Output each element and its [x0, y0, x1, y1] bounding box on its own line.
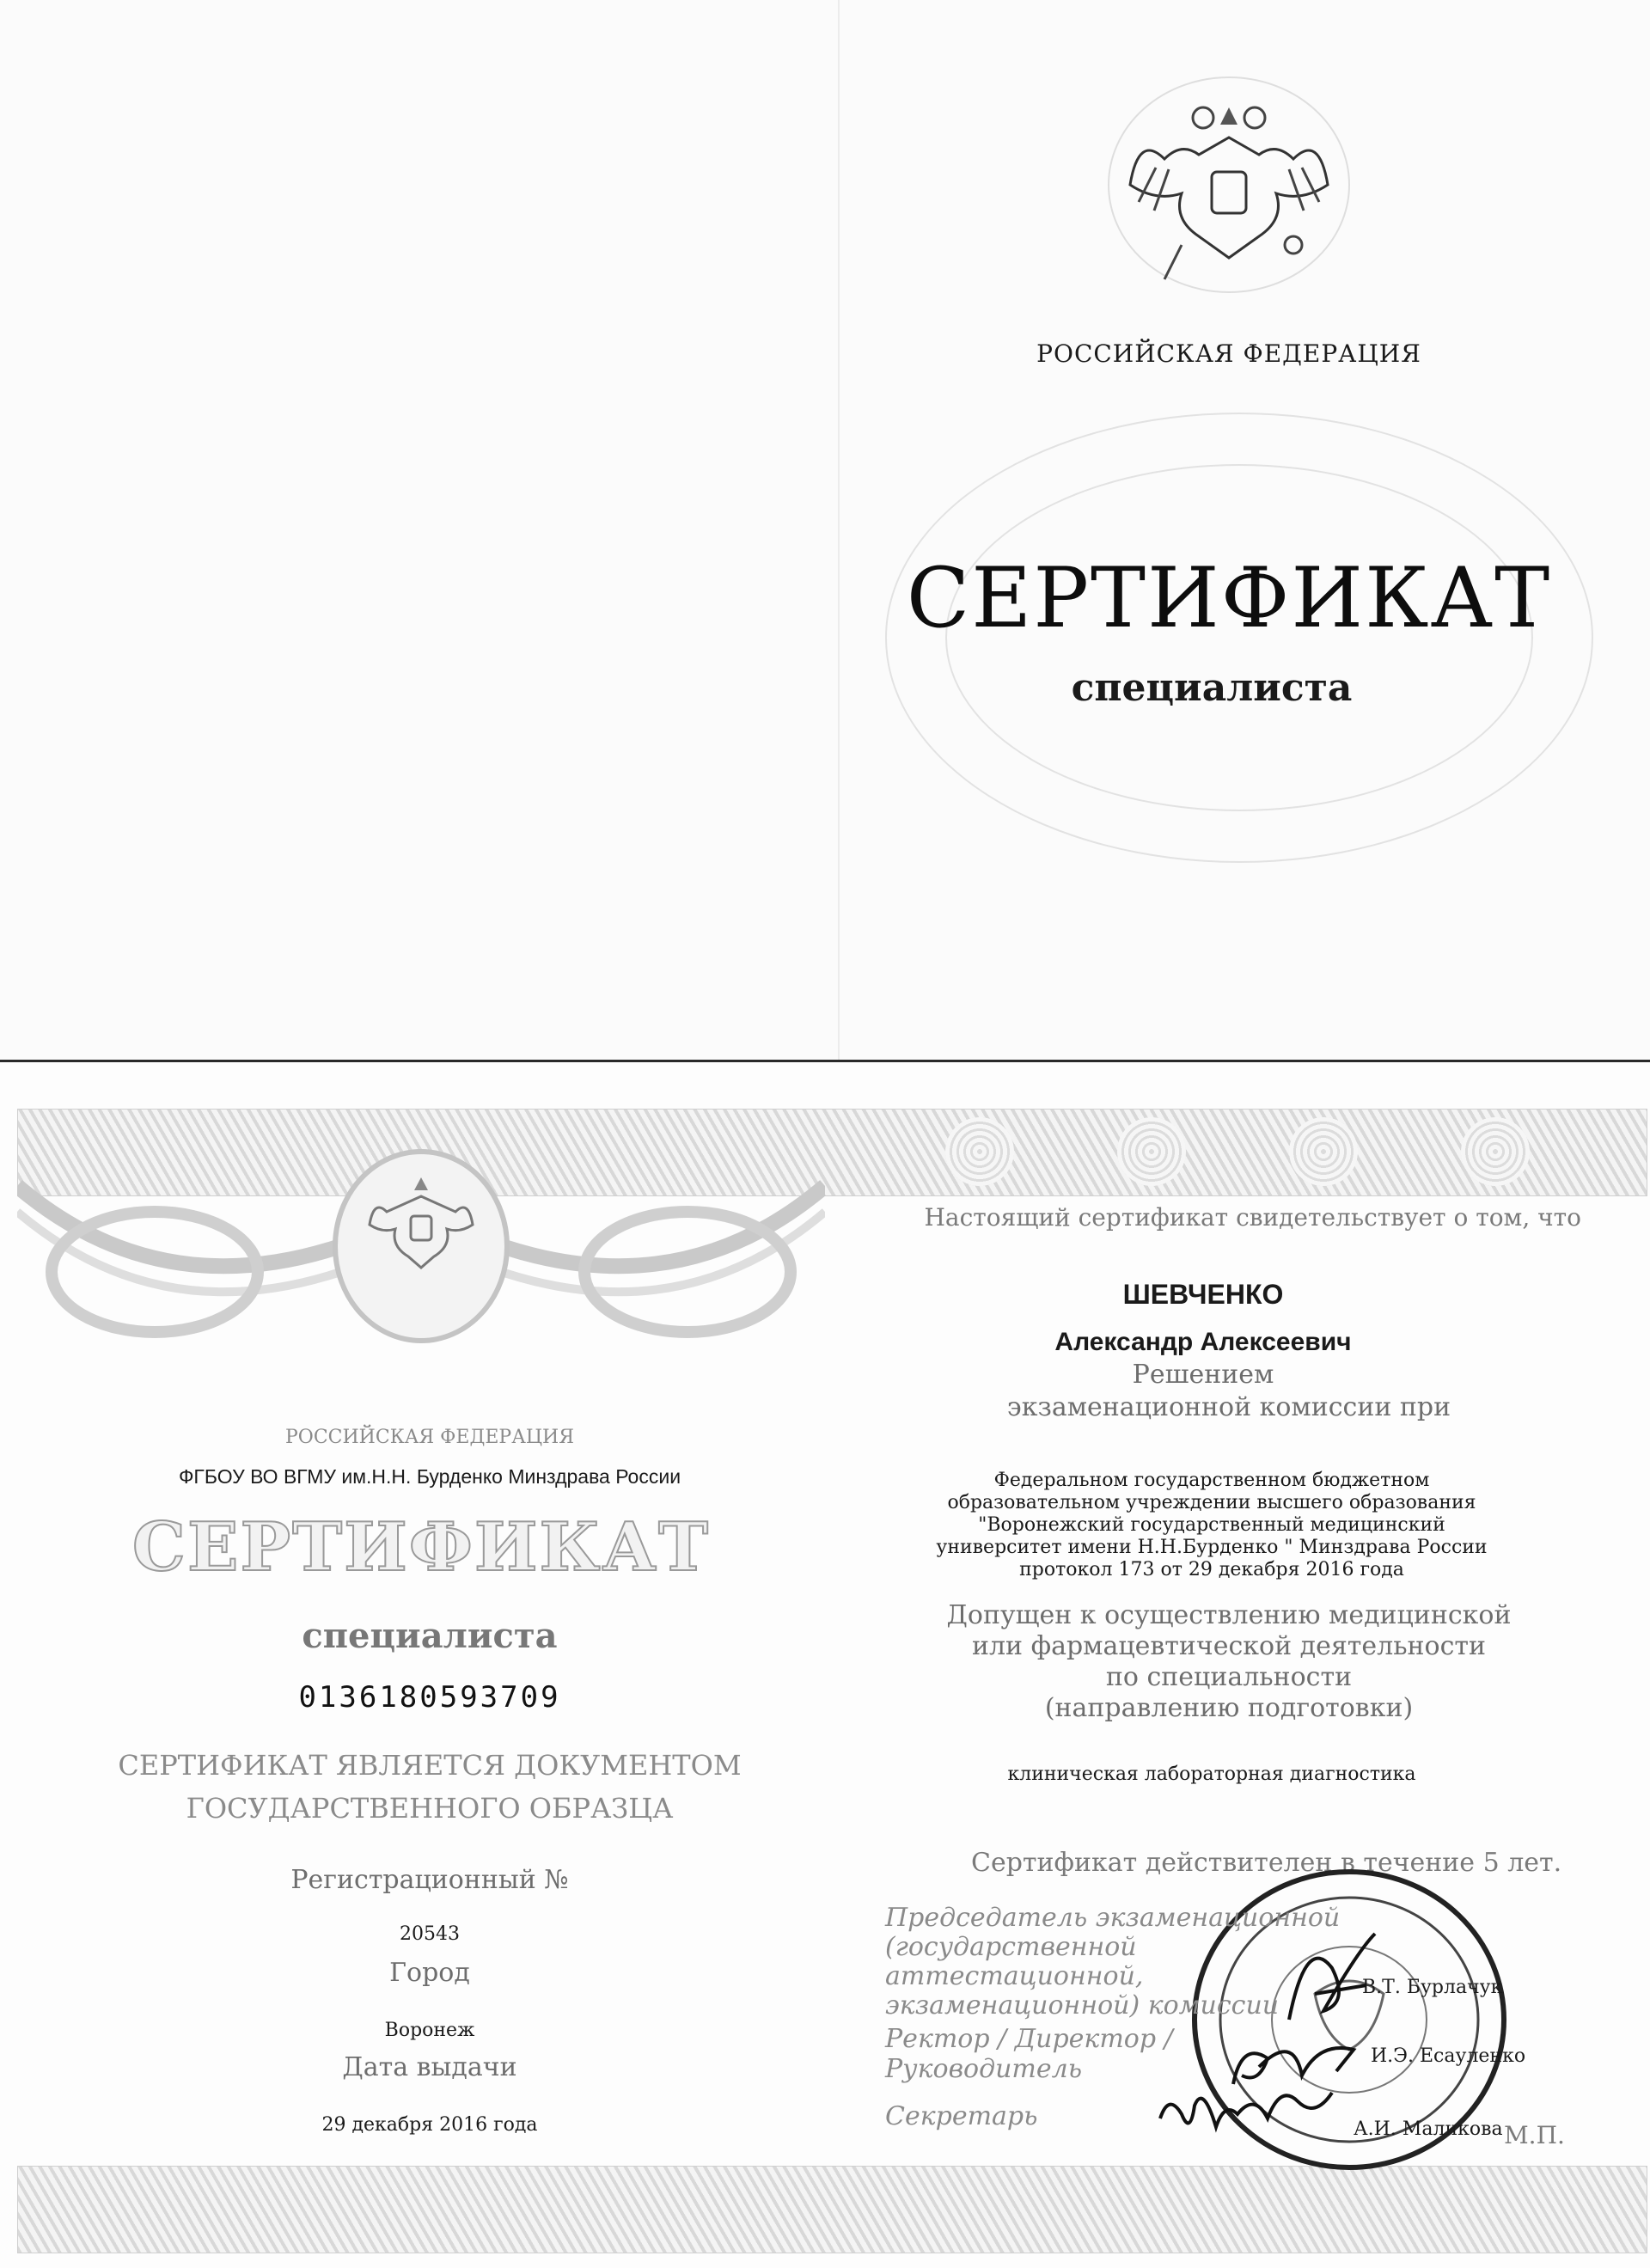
holder-surname: ШЕВЧЕНКО	[1122, 1279, 1284, 1310]
validity-text: Сертификат действителен в течение 5 лет.	[971, 1848, 1562, 1878]
specialty: клиническая лабораторная диагностика	[1007, 1764, 1416, 1785]
chairman-label: Председатель экзаменационной	[885, 1903, 1341, 1933]
cover-fold-line	[838, 0, 840, 1060]
organization-line: образовательном учреждении высшего образования	[947, 1492, 1476, 1513]
inner-coat-of-arms-icon	[361, 1160, 481, 1281]
coat-of-arms-icon	[1104, 73, 1354, 296]
issue-date: 29 декабря 2016 года	[321, 2114, 538, 2136]
secretary-signature	[1152, 2067, 1341, 2161]
issuing-institution: ФГБОУ ВО ВГМУ им.Н.Н. Бурденко Минздрава России	[178, 1465, 681, 1488]
admission-line: Допущен к осуществлению медицинской	[946, 1600, 1512, 1630]
chairman-label: (государственной аттестационной,	[885, 1932, 1144, 1991]
seal-place-mark: М.П.	[1504, 2121, 1565, 2149]
organization-line: университет имени Н.Н.Бурденко " Минздрава России	[936, 1537, 1488, 1558]
protocol-line: протокол 173 от 29 декабря 2016 года	[1019, 1559, 1404, 1580]
rosette-ornament	[1461, 1117, 1530, 1186]
rector-label: Ректор / Директор / Руководитель	[885, 2024, 1173, 2084]
admission-line: (направлению подготовки)	[1044, 1693, 1414, 1723]
state-doc-line-1: СЕРТИФИКАТ ЯВЛЯЕТСЯ ДОКУМЕНТОМ	[118, 1749, 742, 1782]
decision-line-1: Решением	[1132, 1360, 1274, 1390]
rosette-ornament	[945, 1117, 1014, 1186]
organization-block	[928, 1470, 1495, 1581]
holder-name: Александр Алексеевич	[1054, 1328, 1352, 1356]
certificate-number: 0136180593709	[298, 1680, 561, 1715]
city-value: Воронеж	[384, 2020, 475, 2041]
cover-title: СЕРТИФИКАТ	[906, 550, 1552, 646]
cover-subtitle: специалиста	[1071, 666, 1353, 710]
rosette-ornament	[1289, 1117, 1358, 1186]
bottom-ornament-band	[17, 2166, 1647, 2253]
inner-country: РОССИЙСКАЯ ФЕДЕРАЦИЯ	[284, 1427, 575, 1448]
inner-subtitle: специалиста	[302, 1616, 558, 1656]
secretary-label: Секретарь	[885, 2101, 1038, 2131]
intro-text: Настоящий сертификат свидетельствует о том, что	[924, 1203, 1581, 1232]
decision-line-2: экзаменационной комиссии при	[1006, 1392, 1451, 1422]
rector-name: И.Э. Есауленко	[1371, 2045, 1526, 2067]
admission-line: или фармацевтической деятельности	[972, 1631, 1486, 1661]
city-label: Город	[389, 1958, 470, 1988]
chairman-label: экзаменационной) комиссии	[885, 1990, 1280, 2020]
secretary-name: А.И. Маликова	[1354, 2118, 1503, 2140]
state-doc-line-2: ГОСУДАРСТВЕННОГО ОБРАЗЦА	[186, 1792, 674, 1825]
organization-line: "Воронежский государственный медицинский	[978, 1514, 1445, 1536]
registration-number: 20543	[400, 1923, 460, 1945]
chairman-name: В.Т. Бурлачук	[1362, 1977, 1503, 1998]
cover-country: РОССИЙСКАЯ ФЕДЕРАЦИЯ	[1036, 339, 1421, 368]
issue-date-label: Дата выдачи	[342, 2052, 517, 2082]
admission-block	[928, 1600, 1530, 1724]
organization-line: Федеральном государственном бюджетном	[993, 1470, 1430, 1491]
registration-label: Регистрационный №	[290, 1865, 569, 1895]
inner-title: СЕРТИФИКАТ	[131, 1508, 711, 1586]
admission-line: по специальности	[1105, 1662, 1353, 1692]
rosette-ornament	[1117, 1117, 1186, 1186]
